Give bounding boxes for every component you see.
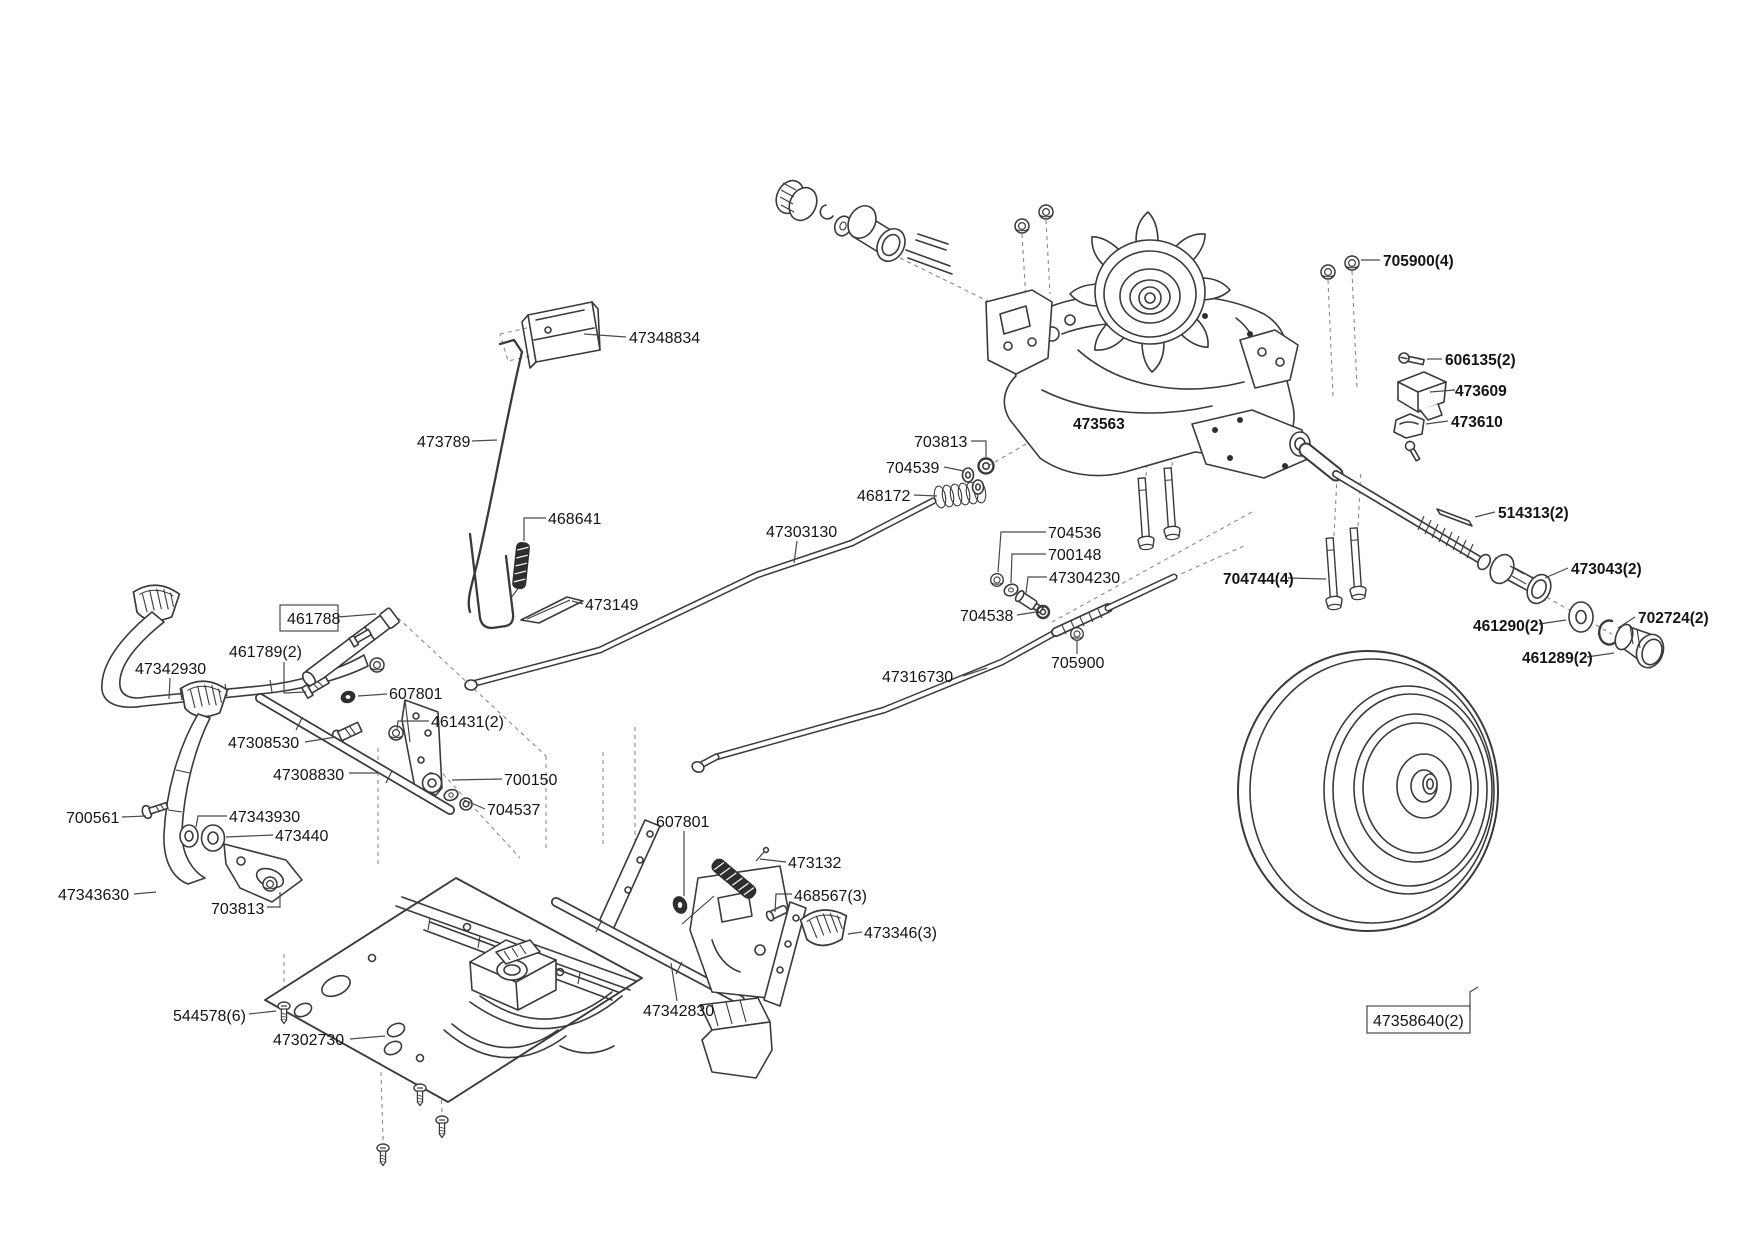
leader-line-47343630 [134, 892, 156, 894]
sensor-parts [1394, 352, 1446, 462]
leader-line-607801 [358, 694, 387, 696]
leader-line-514313(2) [1475, 512, 1495, 517]
roller-700150 [423, 774, 442, 793]
e-clip-702724 [1599, 621, 1617, 645]
pump-unit [986, 290, 1052, 374]
part-label-705900(4): 705900(4) [1383, 253, 1454, 270]
part-label-47342930: 47342930 [135, 661, 207, 678]
leader-line-700561 [122, 816, 146, 817]
part-label-468172: 468172 [857, 488, 911, 505]
part-label-47308530: 47308530 [228, 735, 300, 752]
leader-line-473789 [472, 440, 497, 441]
leader-line-473346(3) [848, 932, 862, 934]
part-label-704536: 704536 [1048, 525, 1102, 542]
part-label-703813: 703813 [914, 434, 968, 451]
switch-473609 [1398, 372, 1446, 420]
leader-line-468172 [914, 495, 937, 496]
part-label-473789: 473789 [417, 434, 471, 451]
leader-line-704539 [944, 467, 964, 471]
part-label-468641: 468641 [548, 511, 602, 528]
nut-705900-single [1071, 628, 1084, 641]
part-label-514313(2): 514313(2) [1498, 505, 1569, 522]
part-label-473149: 473149 [585, 597, 639, 614]
leader-line-700148 [1011, 554, 1046, 583]
part-label-47316730: 47316730 [882, 669, 954, 686]
washer-607801-b [671, 895, 689, 915]
part-label-47342830: 47342830 [643, 1003, 715, 1020]
leader-line-47358640(2) [1470, 987, 1478, 1010]
part-label-704537: 704537 [487, 802, 541, 819]
part-label-704744(4): 704744(4) [1223, 571, 1294, 588]
leader-line-47304230 [1026, 577, 1047, 593]
leader-line-704536 [998, 532, 1046, 572]
axle-spring [1418, 516, 1493, 572]
part-label-47304230: 47304230 [1049, 570, 1121, 587]
cap-461289 [1612, 622, 1668, 671]
part-label-461788: 461788 [287, 611, 341, 628]
coupler-cylinder [843, 201, 911, 266]
part-label-700148: 700148 [1048, 547, 1102, 564]
key-514313 [1437, 509, 1472, 526]
part-label-700150: 700150 [504, 772, 558, 789]
part-label-703813: 703813 [211, 901, 265, 918]
leader-line-473132 [760, 859, 786, 862]
clamp-473610 [1394, 414, 1424, 462]
bushing-473043 [1486, 551, 1556, 607]
part-label-544578(6): 544578(6) [173, 1008, 246, 1025]
leader-line-704538 [1017, 612, 1036, 615]
labels-layer [58, 253, 1709, 1049]
bushing-473440 [202, 825, 225, 851]
washer-607801-a [340, 689, 357, 704]
part-label-47343630: 47343630 [58, 887, 130, 904]
part-label-705900: 705900 [1051, 655, 1105, 672]
part-label-473346(3): 473346(3) [864, 925, 937, 942]
part-label-47343930: 47343930 [229, 809, 301, 826]
deflector-bracket [522, 302, 600, 368]
part-label-606135(2): 606135(2) [1445, 352, 1516, 369]
washer-461290 [1569, 602, 1593, 632]
part-label-473563: 473563 [1073, 416, 1125, 433]
leader-line-468641 [524, 518, 546, 541]
part-label-702724(2): 702724(2) [1638, 610, 1709, 627]
part-label-700561: 700561 [66, 810, 120, 827]
leader-line-704744(4) [1288, 578, 1326, 579]
part-label-473440: 473440 [275, 828, 329, 845]
control-rod-47303130 [465, 501, 933, 690]
part-label-47308830: 47308830 [273, 767, 345, 784]
part-label-47303130: 47303130 [766, 524, 838, 541]
leader-line-473043(2) [1545, 568, 1568, 578]
leader-line-473440 [226, 835, 273, 837]
leader-line-700150 [452, 779, 502, 780]
part-label-461289(2): 461289(2) [1522, 650, 1593, 667]
input-shaft-parts [771, 176, 952, 274]
rear-wheel [1238, 651, 1498, 931]
leader-line-461788 [338, 614, 376, 617]
part-label-461789(2): 461789(2) [229, 644, 302, 661]
part-label-704539: 704539 [886, 460, 940, 477]
part-label-461290(2): 461290(2) [1473, 618, 1544, 635]
leader-line-473610 [1426, 421, 1448, 424]
spring-washer-group [933, 459, 994, 509]
part-label-47348834: 47348834 [629, 330, 701, 347]
part-label-473609: 473609 [1455, 383, 1507, 400]
leader-line-703813 [971, 441, 986, 457]
part-label-47358640(2): 47358640(2) [1373, 1013, 1464, 1030]
part-label-47302730: 47302730 [273, 1032, 345, 1049]
screw-606135 [1398, 352, 1425, 367]
ring-703813-a [979, 459, 994, 474]
part-label-461431(2): 461431(2) [431, 714, 504, 731]
part-label-473132: 473132 [788, 855, 842, 872]
spring-468641 [511, 542, 530, 599]
pedal-pad-473346 [800, 909, 848, 947]
part-label-607801: 607801 [656, 814, 710, 831]
part-label-468567(3): 468567(3) [794, 888, 867, 905]
mounting-bolts [1134, 468, 1367, 611]
part-label-704538: 704538 [960, 608, 1014, 625]
part-label-607801: 607801 [389, 686, 443, 703]
part-label-473610: 473610 [1451, 414, 1503, 431]
leader-line-544578(6) [249, 1011, 276, 1014]
link-plate [224, 844, 302, 902]
bushing-47343930 [180, 825, 198, 847]
part-label-473043(2): 473043(2) [1571, 561, 1642, 578]
